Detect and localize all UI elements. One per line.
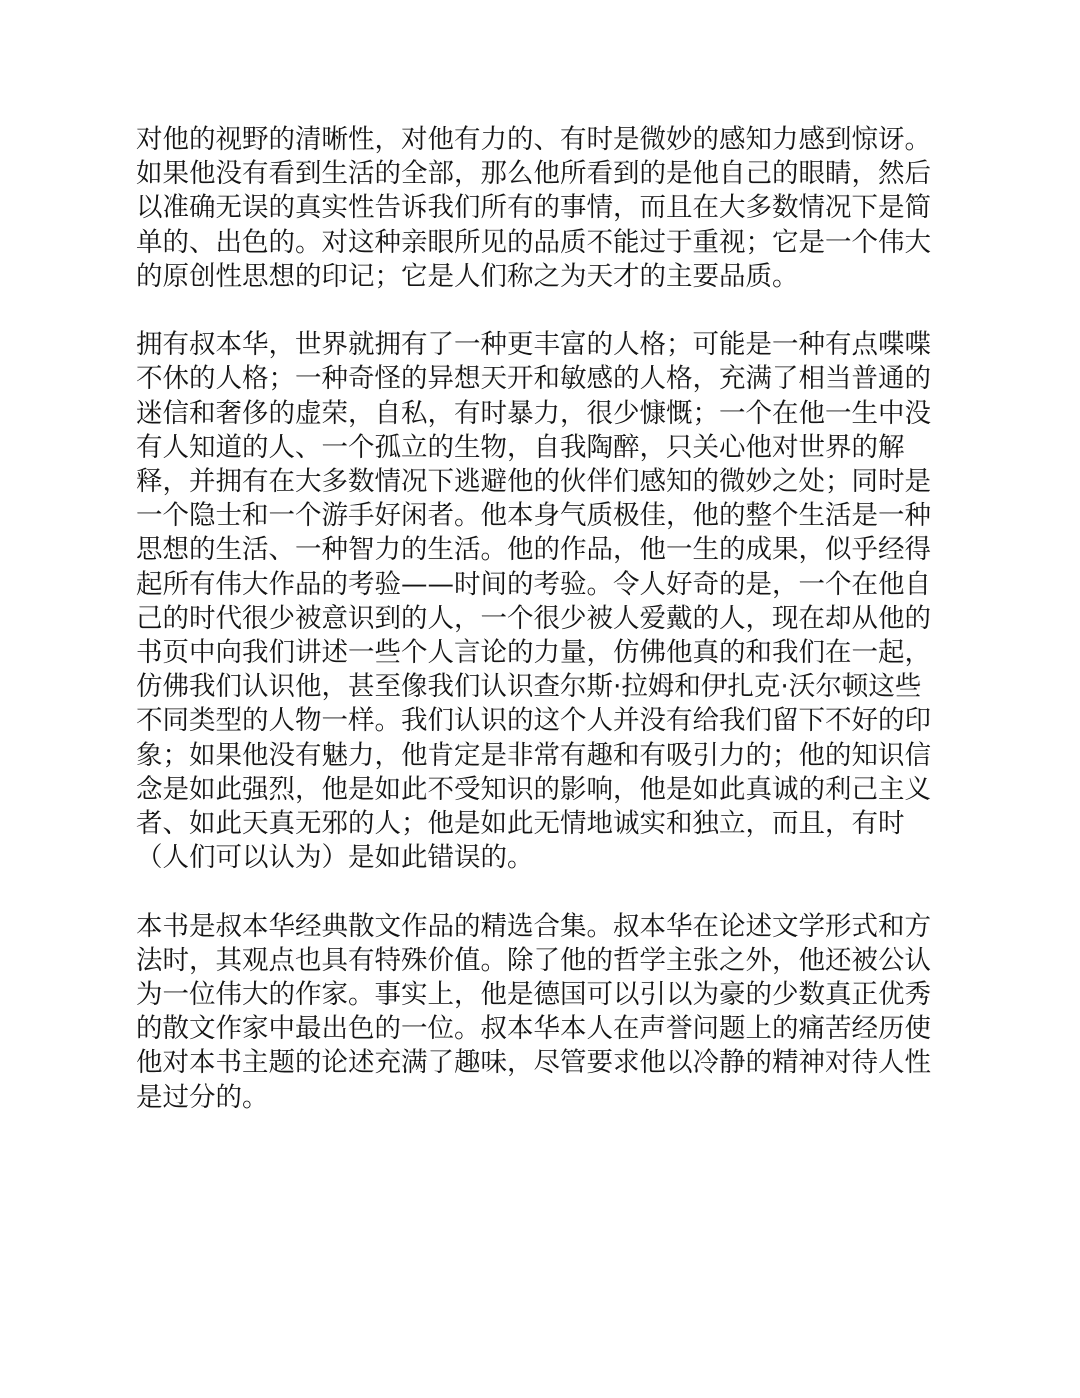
text-line: 的散文作家中最出色的一位。叔本华本人在声誉问题上的痛苦经历使	[136, 1013, 931, 1045]
paragraph-1	[136, 123, 936, 294]
text-line: 书页中向我们讲述一些个人言论的力量，仿佛他真的和我们在一起，	[136, 637, 931, 669]
paragraph-3	[136, 910, 936, 1115]
text-line: 的原创性思想的印记；它是人们称之为天才的主要品质。	[136, 260, 799, 292]
text-line: 是过分的。	[136, 1081, 269, 1113]
text-line: 拥有叔本华，世界就拥有了一种更丰富的人格；可能是一种有点喋喋	[136, 329, 931, 361]
text-line: 仿佛我们认识他，甚至像我们认识查尔斯·拉姆和伊扎克·沃尔顿这些	[136, 671, 922, 703]
paragraph-2	[136, 328, 936, 875]
text-line: 本书是叔本华经典散文作品的精选合集。叔本华在论述文学形式和方	[136, 910, 931, 942]
text-line: （人们可以认为）是如此错误的。	[136, 842, 534, 874]
text-line: 以准确无误的真实性告诉我们所有的事情，而且在大多数情况下是简	[136, 192, 931, 224]
text-line: 法时，其观点也具有特殊价值。除了他的哲学主张之外，他还被公认	[136, 944, 931, 976]
text-line: 单的、出色的。对这种亲眼所见的品质不能过于重视；它是一个伟大	[136, 226, 931, 258]
text-line: 己的时代很少被意识到的人，一个很少被人爱戴的人，现在却从他的	[136, 602, 931, 634]
text-line: 思想的生活、一种智力的生活。他的作品，他一生的成果，似乎经得	[136, 534, 931, 566]
text-line: 者、如此天真无邪的人；他是如此无情地诚实和独立，而且，有时	[136, 808, 905, 840]
text-line: 象；如果他没有魅力，他肯定是非常有趣和有吸引力的；他的知识信	[136, 739, 931, 771]
text-line: 他对本书主题的论述充满了趣味，尽管要求他以冷静的精神对待人性	[136, 1047, 931, 1079]
text-line: 不休的人格；一种奇怪的异想天开和敏感的人格，充满了相当普通的	[136, 363, 931, 395]
text-line: 有人知道的人、一个孤立的生物，自我陶醉，只关心他对世界的解	[136, 431, 905, 463]
text-line: 迷信和奢侈的虚荣，自私，有时暴力，很少慷慨；一个在他一生中没	[136, 397, 931, 429]
text-line: 如果他没有看到生活的全部，那么他所看到的是他自己的眼睛，然后	[136, 158, 931, 190]
text-line: 释，并拥有在大多数情况下逃避他的伙伴们感知的微妙之处；同时是	[136, 466, 931, 498]
text-line: 对他的视野的清晰性，对他有力的、有时是微妙的感知力感到惊讶。	[136, 124, 931, 155]
text-line: 为一位伟大的作家。事实上，他是德国可以引以为豪的少数真正优秀	[136, 979, 931, 1011]
text-line: 念是如此强烈，他是如此不受知识的影响，他是如此真诚的利己主义	[136, 773, 931, 805]
text-line: 一个隐士和一个游手好闲者。他本身气质极佳，他的整个生活是一种	[136, 500, 931, 532]
text-line: 不同类型的人物一样。我们认识的这个人并没有给我们留下不好的印	[136, 705, 931, 737]
text-line: 起所有伟大作品的考验——时间的考验。令人好奇的是，一个在他自	[136, 568, 931, 600]
body-text	[136, 123, 936, 1149]
